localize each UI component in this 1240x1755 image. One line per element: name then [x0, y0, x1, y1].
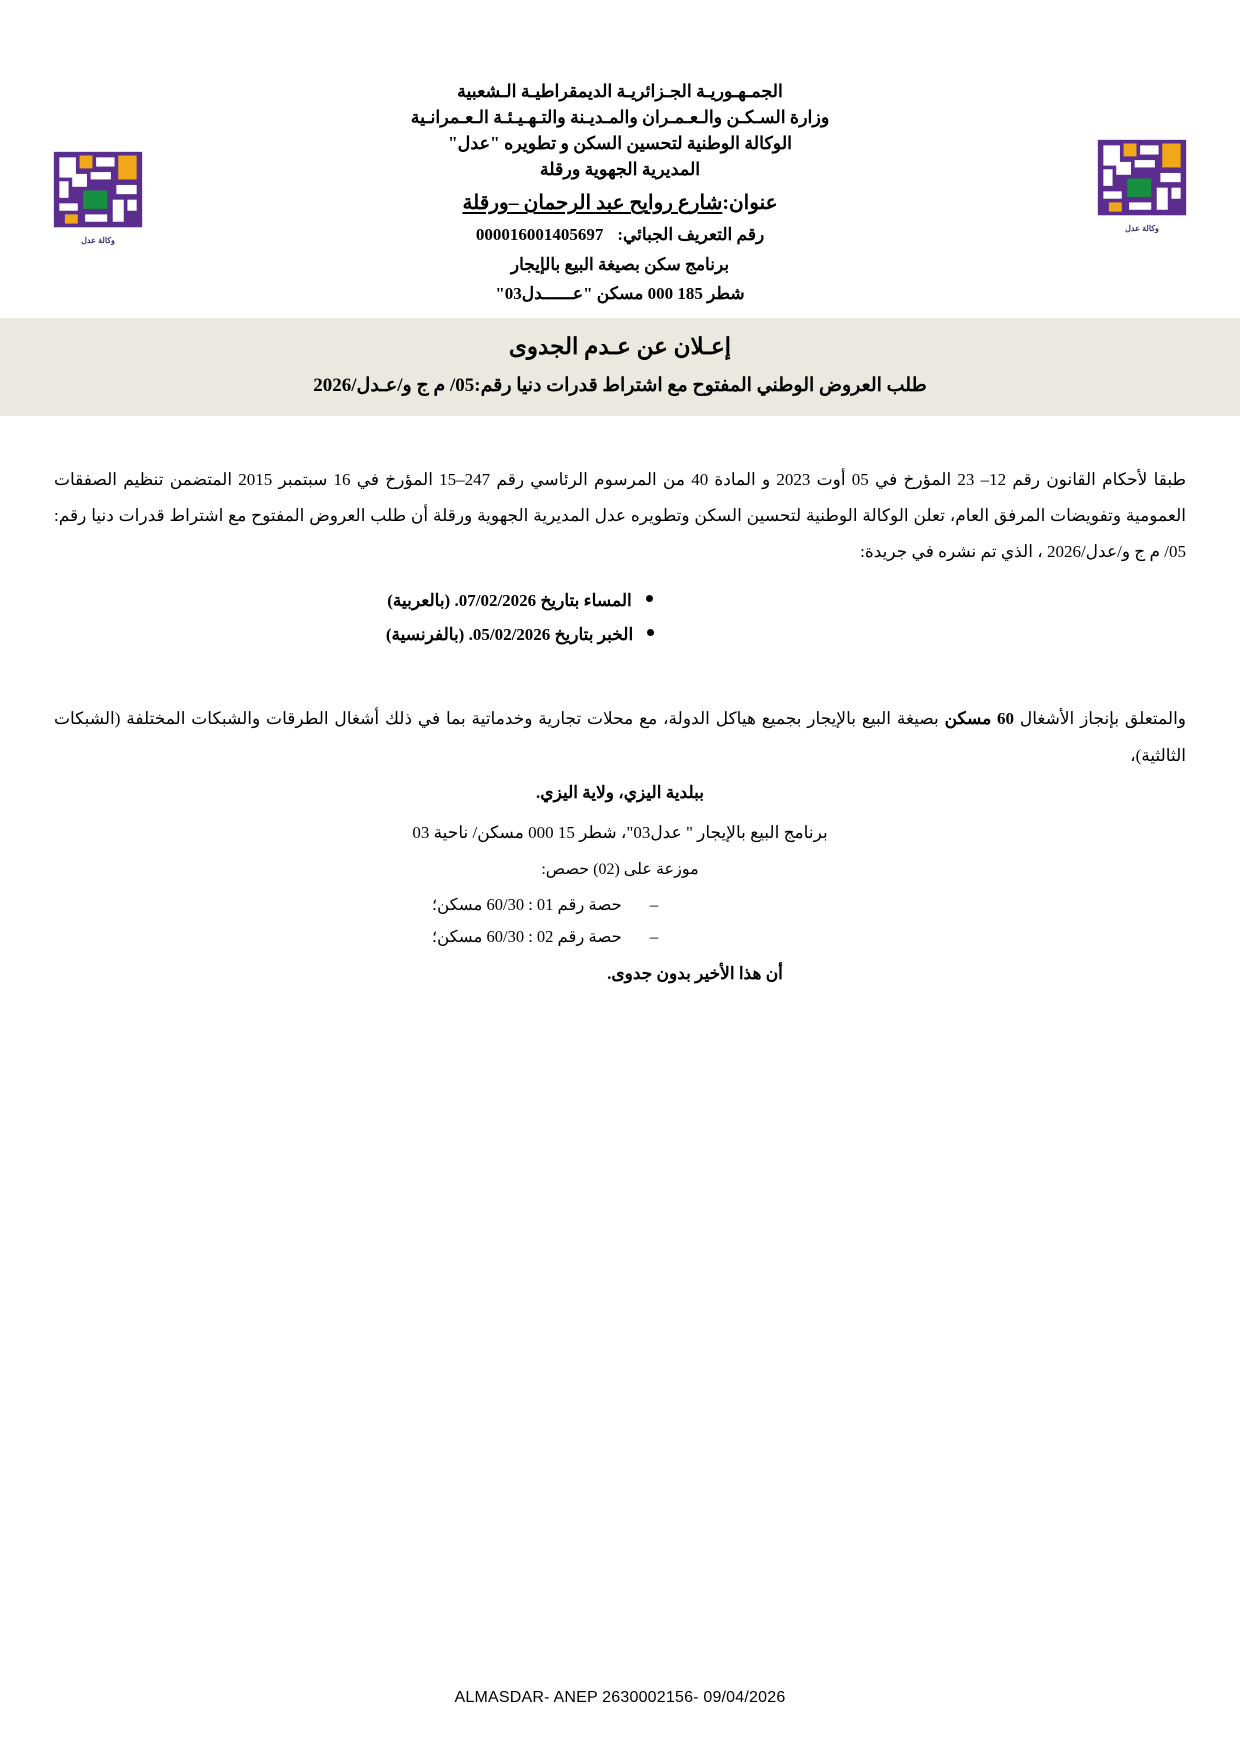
dash-icon: – [649, 895, 659, 914]
notice-reference: طلب العروض الوطني المفتوح مع اشتراط قدرات دنيا رقم:05/ م ج و/عـدل/2026 [313, 375, 927, 396]
header-line-ministry: وزارة السـكـن والـعـمـران والمـديـنة والتـهـيـئـة الـعـمرانـية [410, 107, 830, 127]
lots-list [54, 889, 1186, 953]
logo-caption: وكالة عدل [1125, 224, 1159, 233]
document-body [40, 462, 1200, 991]
document-header [40, 0, 1200, 308]
works-text-b: بصيغة البيع بالإيجار بجميع هياكل الدولة، مع محلات تجارية وخدماتية بما في ذلك أشغال الطرقات والشبكات المختلفة (الشبكات الثالثية)، [54, 709, 1186, 765]
publications-list [54, 584, 1186, 652]
legal-basis-paragraph: طبقا لأحكام القانون رقم 12– 23 المؤرخ في 05 أوت 2023 و المادة 40 من المرسوم الرئاسي رقم 247–15 المؤرخ في 16 سبتمبر 2015 المتضمن تنظيم الصفقات العمومية وتفويضات المرفق العام، تعلن الوكالة الوطنية لتحسين السكن وتطويره عدل المديرية الجهوية ورقلة أن طلب العروض المفتوح مع اشتراط قدرات دنيا رقم: 05/ م ج و/عدل/2026 ، الذي تم نشره في جريدة: [54, 470, 1187, 561]
header-program: برنامج سكن بصيغة البيع بالإيجار [510, 255, 730, 274]
works-location: ببلدية اليزي، ولاية اليزي. [536, 783, 704, 802]
list-item [54, 584, 1186, 618]
header-line-republic: الجمـهـوريـة الجـزائريـة الديمقراطيـة الـشعبية [457, 81, 783, 101]
notice-banner [0, 318, 1240, 416]
list-item [54, 921, 1186, 953]
header-line-directorate: المديرية الجهوية ورقلة [539, 159, 701, 179]
works-description-paragraph [54, 700, 1186, 811]
header-address [40, 186, 1200, 220]
list-item [54, 618, 1186, 652]
publication-name: المساء [583, 591, 632, 610]
dash-icon: – [649, 927, 659, 946]
header-line-agency: الوكالة الوطنية لتحسين السكن و تطويره "عدل" [447, 133, 793, 153]
nif-label: رقم التعريف الجبائي: [617, 225, 765, 244]
works-text-a: والمتعلق بإنجاز الأشغال [1014, 709, 1186, 728]
nif-value: 000016001405697 [475, 225, 604, 244]
publication-detail: بتاريخ 05/02/2026. (بالفرنسية) [385, 625, 594, 644]
logo-caption: وكالة عدل [81, 236, 115, 245]
bullet-icon [646, 595, 653, 602]
header-nif [40, 220, 1200, 250]
lot-split-line: موزعة على (02) حصص: [541, 861, 699, 878]
aadl-logo-right [1096, 138, 1188, 233]
lot-label: حصة رقم 01 : 60/30 مسكن؛ [431, 895, 622, 914]
program-detail-line: برنامج البيع بالإيجار " عدل03"، شطر 15 000 مسكن/ ناحية 03 [412, 823, 828, 842]
aadl-logo-left [52, 150, 144, 245]
footer-reference: ALMASDAR- ANEP 2630002156- 09/04/2026 [454, 1689, 786, 1706]
notice-title: إعـلان عن عـدم الجدوى [508, 334, 732, 359]
header-tranche: شطر 185 000 مسكن "عــــــدل03" [495, 284, 745, 303]
dwelling-count: 60 مسكن [944, 709, 1015, 728]
lot-label: حصة رقم 02 : 60/30 مسكن؛ [431, 927, 622, 946]
address-label: عنوان: [722, 192, 778, 214]
closing-statement: أن هذا الأخير بدون جدوى. [607, 964, 783, 983]
address-value: شارع روايح عبد الرحمان –ورقلة [462, 192, 723, 214]
publication-name: الخبر [597, 625, 634, 644]
publication-detail: بتاريخ 07/02/2026. (بالعربية) [387, 591, 580, 610]
list-item [54, 889, 1186, 921]
bullet-icon [647, 629, 654, 636]
